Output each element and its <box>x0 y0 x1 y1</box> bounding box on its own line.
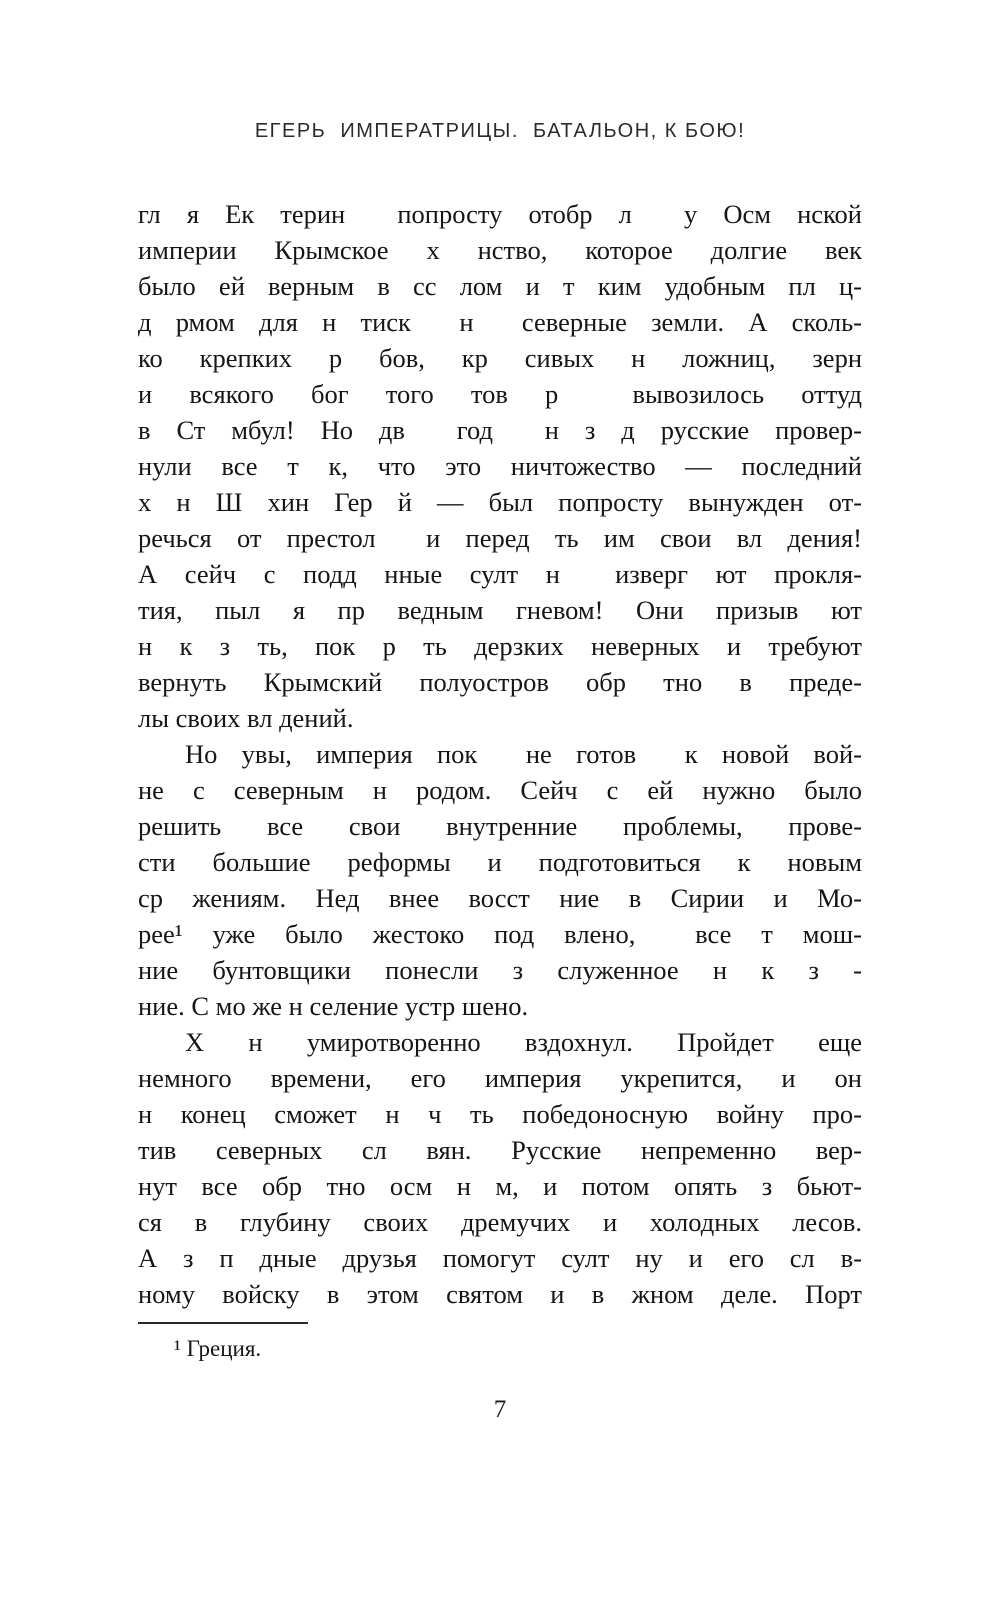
footnote-block <box>138 1322 862 1364</box>
text-line: ко крепких р бов, кр сивых н ложниц, зерн <box>138 343 862 373</box>
text-line: х н Ш хин Гер й — был попросту вынужден от- <box>138 487 862 517</box>
text-line: Х н умиротворенно вздохнул. Пройдет еще <box>185 1027 862 1057</box>
text-line: империи Крымское х нство, которое долгие век <box>138 235 862 265</box>
text-line: решить все свои внутренние проблемы, прове- <box>138 811 862 841</box>
text-line: н конец сможет н ч ть победоносную войну про- <box>138 1099 862 1129</box>
paragraph <box>138 736 862 1024</box>
text-line: ние. С мо же н селение устр шено. <box>138 991 529 1021</box>
running-title: ЕГЕРЬ ИМПЕРАТРИЦЫ. БАТАЛЬОН, К БОЮ! <box>254 120 746 142</box>
text-line: сти большие реформы и подготовиться к новым <box>138 847 862 877</box>
text-line: в Ст мбул! Но дв год н з д русские провер- <box>138 415 862 445</box>
text-line: Но увы, империя пок не готов к новой вой- <box>185 739 862 769</box>
text-line: А сейч с подд нные султ н изверг ют прокля- <box>138 559 862 589</box>
text-line: н к з ть, пок р ть дерзких неверных и требуют <box>138 631 862 661</box>
paragraph <box>138 1024 862 1312</box>
text-line: речься от престол и перед ть им свои вл дения! <box>138 523 862 553</box>
text-line: было ей верным в сс лом и т ким удобным пл ц- <box>138 271 862 301</box>
text-line: лы своих вл дений. <box>138 703 354 733</box>
page-number: 7 <box>493 1396 507 1423</box>
text-line: д рмом для н тиск н северные земли. А сколь- <box>138 307 862 337</box>
text-line: вернуть Крымский полуостров обр тно в преде- <box>138 667 862 697</box>
text-line: нули все т к, что это ничтожество — последний <box>138 451 862 481</box>
text-line: нут все обр тно осм н м, и потом опять з бьют- <box>138 1171 862 1201</box>
text-line: А з п дные друзья помогут султ ну и его сл в- <box>138 1243 862 1273</box>
footnote: ¹ Греция. <box>174 1336 262 1361</box>
paragraph <box>138 196 862 736</box>
text-line: тия, пыл я пр ведным гневом! Они призыв ют <box>138 595 862 625</box>
body-text <box>138 196 862 1312</box>
text-line: рее¹ уже было жестоко под влено, все т мош- <box>138 919 862 949</box>
text-line: не с северным н родом. Сейч с ей нужно было <box>138 775 862 805</box>
text-line: немного времени, его империя укрепится, и он <box>138 1063 862 1093</box>
text-line: тив северных сл вян. Русские непременно вер- <box>138 1135 862 1165</box>
text-line: ному войску в этом святом и в жном деле. Порт <box>138 1279 862 1309</box>
text-line: ние бунтовщики понесли з служенное н к з - <box>138 955 862 985</box>
text-line: и всякого бог того тов р вывозилось оттуд <box>138 379 862 409</box>
text-line: гл я Ек терин попросту отобр л у Осм нской <box>138 199 862 229</box>
footnote-separator <box>138 1322 308 1324</box>
text-line: ср жениям. Нед внее восст ние в Сирии и Мо- <box>138 883 862 913</box>
text-line: ся в глубину своих дремучих и холодных лесов. <box>138 1207 862 1237</box>
